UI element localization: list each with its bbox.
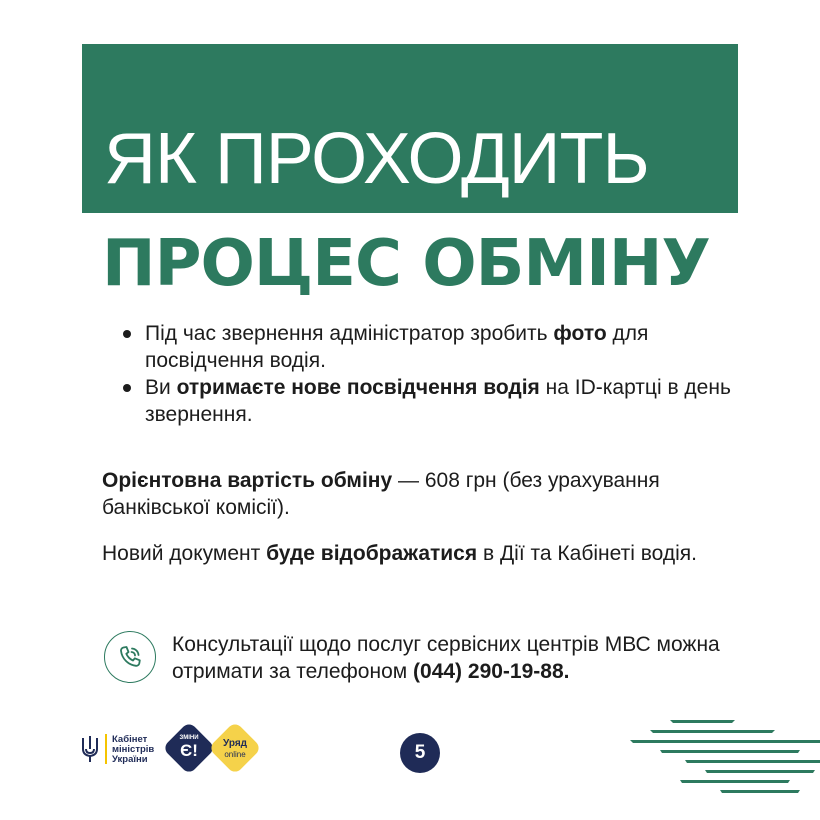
zminy-badge-text	[170, 729, 208, 767]
uriad-online-badge-text	[210, 738, 260, 760]
document-text: Новий документ	[102, 542, 267, 565]
contact-text	[172, 631, 772, 685]
bullet-text: для посвідчення водія.	[145, 322, 649, 372]
document-paragraph	[102, 540, 752, 567]
phone-icon	[104, 631, 156, 683]
bullet-item	[122, 320, 742, 374]
zminy-badge-big: Є!	[180, 741, 198, 760]
title-line-2: ПРОЦЕС ОБМІНУ	[102, 227, 710, 301]
bullet-bold: фото	[553, 322, 607, 345]
uriad-bottom: online	[224, 750, 246, 759]
bullet-text: Під час звернення адміністратор зробить	[145, 322, 554, 345]
kmu-logo-text: Кабінет міністрів України	[112, 734, 155, 765]
phone-number[interactable]: (044) 290-19-88.	[413, 660, 570, 683]
decorative-stripes	[620, 718, 820, 798]
kmu-divider	[105, 734, 107, 764]
cost-value: — 608 грн (без урахування банківської комісії).	[102, 469, 660, 519]
document-text: в Дії та Кабінеті водія.	[477, 542, 697, 565]
bullet-bold: отримаєте нове посвідчення водія	[176, 376, 540, 399]
cost-label: Орієнтовна вартість обміну	[102, 469, 393, 492]
cost-paragraph	[102, 467, 752, 521]
bullet-item	[122, 374, 742, 428]
bullet-text: Ви	[145, 376, 177, 399]
document-bold: буде відображатися	[266, 542, 478, 565]
title-line-1: ЯК ПРОХОДИТЬ	[104, 119, 649, 199]
zminy-badge-small: ЗМІНИ	[179, 735, 199, 741]
bullet-text: на ID-картці в день звернення.	[145, 376, 731, 426]
page-number: 5	[400, 733, 440, 773]
trident-icon	[80, 735, 100, 763]
info-bullet-list	[122, 320, 742, 428]
uriad-top: Уряд	[223, 738, 247, 749]
contact-label: Консультації щодо послуг сервісних центрів МВС можна отримати за телефоном	[172, 633, 720, 683]
